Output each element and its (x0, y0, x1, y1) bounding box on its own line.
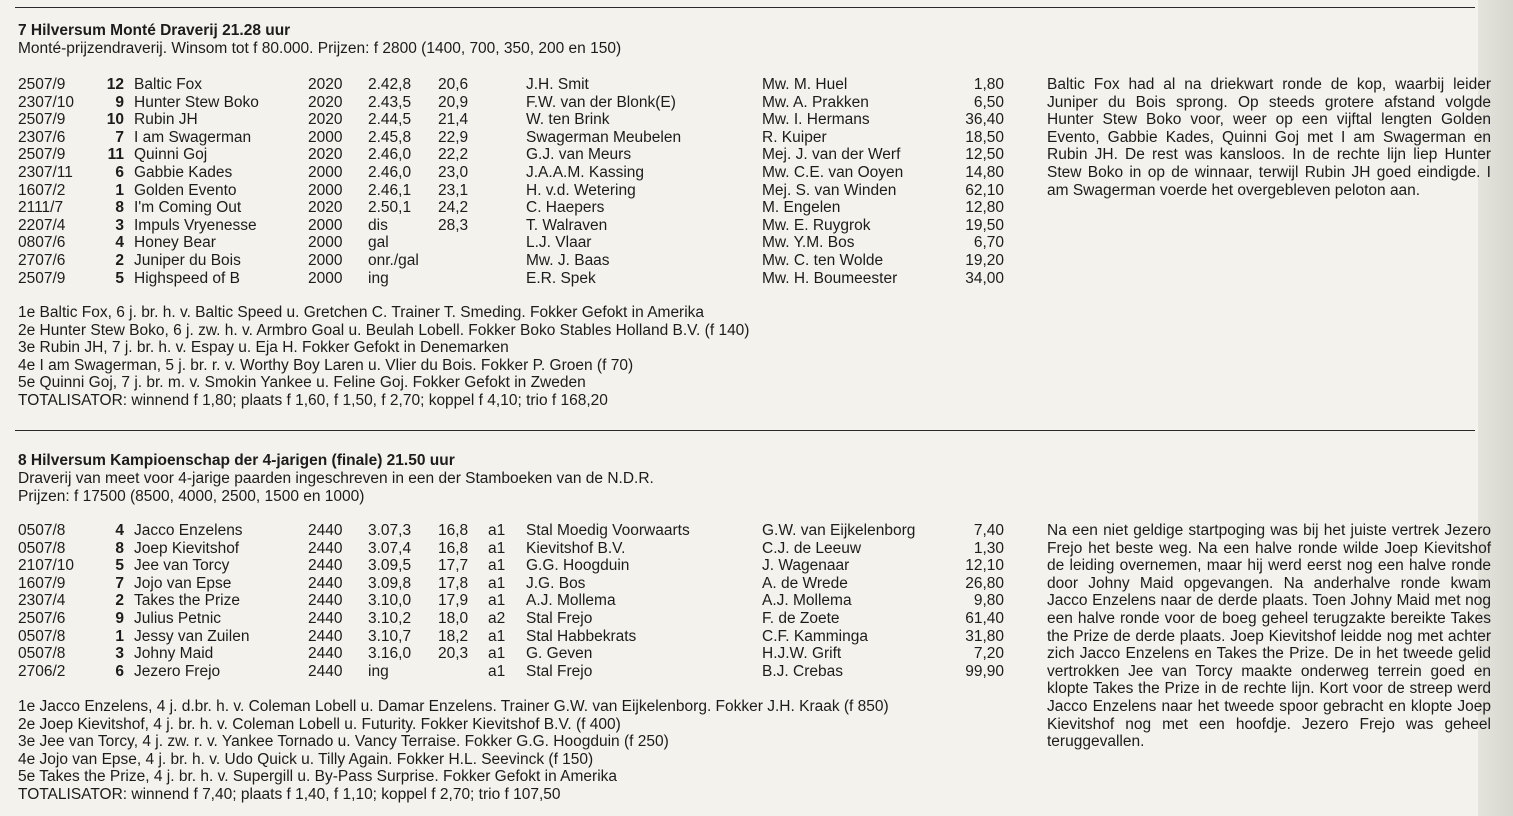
odds-cell: 26,80 (965, 574, 1004, 592)
start-number-cell: 2 (115, 592, 124, 610)
start-number-cell: 3 (115, 645, 124, 663)
race-7-title: 7 Hilversum Monté Draverij 21.28 uur (18, 22, 291, 39)
placing-line: 4e Jojo van Epse, 4 j. br. h. v. Udo Quick u. Tilly Again. Fokker H.L. Seevinck (f 150) (18, 750, 594, 768)
placing-line: 4e I am Swagerman, 5 j. br. r. v. Worthy Boy Laren u. Vlier du Bois. Fokker P. Groen (f 70) (18, 356, 634, 374)
horse-name-cell: I'm Coming Out (134, 199, 242, 217)
placing-line: 2e Hunter Stew Boko, 6 j. zw. h. v. Armbro Goal u. Beulah Lobell. Fokker Boko Stables Holland B.V. (f 140) (18, 321, 750, 339)
distance-cell: 2440 (308, 627, 343, 645)
handicap-cell: a1 (488, 574, 506, 592)
time-cell: 3.09,8 (368, 574, 412, 592)
owner-cell: Stal Frejo (526, 609, 593, 627)
result-row (18, 182, 1004, 200)
horse-name-cell: Rubin JH (134, 111, 198, 129)
subtitle-line: Prijzen: f 17500 (8500, 4000, 2500, 1500 en 1000) (18, 487, 365, 505)
start-date-cell: 2307/4 (18, 592, 66, 610)
time-cell: 2.46,0 (368, 163, 412, 181)
distance-cell: 2020 (308, 146, 343, 164)
time-cell: 2.50,1 (368, 199, 412, 217)
time-cell: 2.42,8 (368, 76, 412, 93)
placing-line: 3e Rubin JH, 7 j. br. h. v. Espay u. Eja H. Fokker Gefokt in Denemarken (18, 339, 509, 357)
handicap-cell (488, 129, 526, 147)
horse-name-cell: Hunter Stew Boko (134, 93, 259, 111)
horse-name-cell: Jee van Torcy (134, 557, 230, 575)
time-cell: onr./gal (368, 251, 419, 269)
driver-cell: Mw. M. Huel (762, 76, 848, 93)
start-number-cell: 8 (115, 199, 124, 217)
start-number-cell: 3 (115, 216, 124, 234)
km-time-cell: 17,8 (438, 574, 469, 592)
driver-cell: Mw. C. ten Wolde (762, 251, 884, 269)
distance-cell: 2000 (308, 216, 343, 234)
time-cell: 3.10,7 (368, 627, 412, 645)
handicap-cell (488, 94, 526, 112)
result-row (18, 111, 1004, 129)
handicap-cell: a1 (488, 539, 506, 557)
start-number-cell: 4 (115, 234, 124, 252)
horse-name-cell: Jacco Enzelens (134, 522, 243, 539)
owner-cell: J.H. Smit (526, 76, 589, 93)
km-time-cell: 16,8 (438, 522, 469, 539)
handicap-cell: a1 (488, 522, 506, 539)
start-number-cell: 12 (106, 76, 124, 93)
result-row (18, 663, 1004, 681)
result-row (18, 146, 1004, 164)
time-cell: 3.16,0 (368, 645, 412, 663)
subtitle-line: Draverij van meet voor 4-jarige paarden ingeschreven in een der Stamboeken van de N.D.R. (18, 470, 654, 487)
start-date-cell: 0807/6 (18, 234, 66, 252)
distance-cell: 2440 (308, 522, 343, 539)
handicap-cell (488, 76, 526, 94)
time-cell: dis (368, 216, 388, 234)
time-cell: ing (368, 269, 389, 287)
odds-cell: 31,80 (965, 627, 1004, 645)
start-date-cell: 0507/8 (18, 539, 66, 557)
owner-cell: J.A.A.M. Kassing (526, 163, 645, 181)
handicap-cell: a1 (488, 645, 506, 663)
placing-line: 3e Jee van Torcy, 4 j. zw. r. v. Yankee Tornado u. Vancy Terraise. Fokker G.G. Hoogduin (f 250) (18, 733, 669, 751)
owner-cell: Swagerman Meubelen (526, 128, 682, 146)
result-row (18, 522, 1004, 540)
start-date-cell: 2307/6 (18, 128, 66, 146)
race-8-section (18, 452, 1491, 803)
km-time-cell: 18,2 (438, 627, 469, 645)
km-time-cell: 20,9 (438, 93, 469, 111)
driver-cell: Mw. I. Hermans (762, 111, 870, 129)
start-number-cell: 1 (115, 181, 124, 199)
result-row (18, 540, 1004, 558)
handicap-cell (488, 270, 526, 288)
race-8-results-table (18, 522, 1004, 680)
section-divider (15, 430, 1475, 431)
time-cell: 3.10,2 (368, 609, 412, 627)
start-date-cell: 2111/7 (18, 199, 64, 217)
driver-cell: Mw. Y.M. Bos (762, 234, 855, 252)
subtitle-line: Monté-prijzendraverij. Winsom tot f 80.000. Prijzen: f 2800 (1400, 700, 350, 200 en 150) (18, 40, 622, 57)
owner-cell: Stal Moedig Voorwaarts (526, 522, 690, 539)
start-date-cell: 0507/8 (18, 645, 66, 663)
result-row (18, 94, 1004, 112)
odds-cell: 6,50 (973, 93, 1004, 111)
owner-cell: C. Haepers (526, 199, 605, 217)
horse-name-cell: Honey Bear (134, 234, 216, 252)
owner-cell: G.J. van Meurs (526, 146, 632, 164)
driver-cell: C.F. Kamminga (762, 627, 868, 645)
odds-cell: 36,40 (965, 111, 1004, 129)
driver-cell: Mej. J. van der Werf (762, 146, 901, 164)
race-8-placings (18, 698, 889, 804)
distance-cell: 2440 (308, 539, 343, 557)
result-row (18, 270, 1004, 288)
distance-cell: 2000 (308, 234, 343, 252)
start-date-cell: 2507/9 (18, 111, 66, 129)
driver-cell: Mw. A. Prakken (762, 93, 869, 111)
km-time-cell (438, 270, 488, 288)
horse-name-cell: I am Swagerman (134, 128, 252, 146)
start-number-cell: 6 (115, 662, 124, 680)
time-cell: 2.44,5 (368, 111, 412, 129)
start-number-cell: 7 (115, 574, 124, 592)
time-cell: gal (368, 234, 389, 252)
km-time-cell: 22,2 (438, 146, 469, 164)
start-number-cell: 4 (115, 522, 124, 539)
distance-cell: 2020 (308, 199, 343, 217)
start-date-cell: 2507/9 (18, 269, 66, 287)
handicap-cell (488, 252, 526, 270)
driver-cell: M. Engelen (762, 199, 841, 217)
race-7-placings (18, 304, 749, 410)
result-row (18, 645, 1004, 663)
horse-name-cell: Julius Petnic (134, 609, 222, 627)
horse-name-cell: Highspeed of B (134, 269, 240, 287)
time-cell: 2.43,5 (368, 93, 412, 111)
km-time-cell: 16,8 (438, 539, 469, 557)
start-date-cell: 0507/8 (18, 627, 66, 645)
driver-cell: H.J.W. Grift (762, 645, 842, 663)
odds-cell: 12,50 (965, 146, 1004, 164)
owner-cell: G.G. Hoogduin (526, 557, 630, 575)
driver-cell: A. de Wrede (762, 574, 848, 592)
km-time-cell: 22,9 (438, 128, 469, 146)
driver-cell: A.J. Mollema (762, 592, 852, 610)
time-cell: 2.46,0 (368, 146, 412, 164)
distance-cell: 2440 (308, 609, 343, 627)
distance-cell: 2000 (308, 128, 343, 146)
odds-cell: 1,80 (973, 76, 1004, 93)
start-date-cell: 2107/10 (18, 557, 75, 575)
start-number-cell: 9 (115, 93, 124, 111)
horse-name-cell: Gabbie Kades (134, 163, 233, 181)
distance-cell: 2440 (308, 662, 343, 680)
odds-cell: 34,00 (965, 269, 1004, 287)
race-7-results-table (18, 76, 1004, 287)
race-8-subtitle (18, 470, 1478, 505)
odds-cell: 14,80 (965, 163, 1004, 181)
result-row (18, 557, 1004, 575)
result-row (18, 129, 1004, 147)
horse-name-cell: Impuls Vryenesse (134, 216, 257, 234)
odds-cell: 12,80 (965, 199, 1004, 217)
start-date-cell: 2707/6 (18, 251, 66, 269)
start-date-cell: 2507/9 (18, 146, 66, 164)
driver-cell: J. Wagenaar (762, 557, 850, 575)
owner-cell: A.J. Mollema (526, 592, 616, 610)
time-cell: 2.45,8 (368, 128, 412, 146)
start-date-cell: 0507/8 (18, 522, 66, 539)
horse-name-cell: Juniper du Bois (134, 251, 241, 269)
start-date-cell: 1607/9 (18, 574, 66, 592)
placing-line: 5e Quinni Goj, 7 j. br. m. v. Smokin Yankee u. Feline Goj. Fokker Gefokt in Zweden (18, 374, 586, 392)
distance-cell: 2000 (308, 251, 343, 269)
start-number-cell: 5 (115, 557, 124, 575)
handicap-cell: a1 (488, 627, 506, 645)
owner-cell: L.J. Vlaar (526, 234, 592, 252)
start-number-cell: 1 (115, 627, 124, 645)
km-time-cell: 17,9 (438, 592, 469, 610)
time-cell: 2.46,1 (368, 181, 412, 199)
race-7-section (18, 22, 1491, 409)
km-time-cell (438, 663, 488, 681)
owner-cell: Stal Habbekrats (526, 627, 637, 645)
horse-name-cell: Johny Maid (134, 645, 214, 663)
odds-cell: 12,10 (965, 557, 1004, 575)
start-number-cell: 8 (115, 539, 124, 557)
handicap-cell: a1 (488, 592, 506, 610)
owner-cell: Mw. J. Baas (526, 251, 610, 269)
start-number-cell: 7 (115, 128, 124, 146)
start-date-cell: 1607/2 (18, 181, 66, 199)
owner-cell: E.R. Spek (526, 269, 596, 287)
time-cell: 3.07,3 (368, 522, 412, 539)
owner-cell: J.G. Bos (526, 574, 586, 592)
handicap-cell: a1 (488, 662, 506, 680)
handicap-cell (488, 199, 526, 217)
km-time-cell: 17,7 (438, 557, 469, 575)
distance-cell: 2440 (308, 574, 343, 592)
start-date-cell: 2507/9 (18, 76, 66, 93)
owner-cell: T. Walraven (526, 216, 608, 234)
owner-cell: Kievitshof B.V. (526, 539, 626, 557)
start-date-cell: 2307/10 (18, 93, 75, 111)
start-number-cell: 9 (115, 609, 124, 627)
km-time-cell: 23,0 (438, 163, 469, 181)
result-row (18, 592, 1004, 610)
horse-name-cell: Baltic Fox (134, 76, 203, 93)
km-time-cell: 21,4 (438, 111, 469, 129)
result-row (18, 628, 1004, 646)
race-8-title: 8 Hilversum Kampioenschap der 4-jarigen (finale) 21.50 uur (18, 452, 455, 469)
km-time-cell (438, 234, 488, 252)
handicap-cell (488, 217, 526, 235)
horse-name-cell: Takes the Prize (134, 592, 240, 610)
owner-cell: F.W. van der Blonk(E) (526, 93, 676, 111)
distance-cell: 2440 (308, 592, 343, 610)
km-time-cell: 23,1 (438, 181, 469, 199)
odds-cell: 7,40 (973, 522, 1004, 539)
owner-cell: W. ten Brink (526, 111, 610, 129)
distance-cell: 2020 (308, 93, 343, 111)
km-time-cell: 18,0 (438, 609, 469, 627)
km-time-cell: 20,3 (438, 645, 469, 663)
horse-name-cell: Golden Evento (134, 181, 237, 199)
result-row (18, 217, 1004, 235)
horse-name-cell: Joep Kievitshof (134, 539, 240, 557)
driver-cell: F. de Zoete (762, 609, 840, 627)
result-row (18, 76, 1004, 94)
owner-cell: Stal Frejo (526, 662, 593, 680)
km-time-cell (438, 252, 488, 270)
odds-cell: 18,50 (965, 128, 1004, 146)
handicap-cell (488, 182, 526, 200)
time-cell: ing (368, 662, 389, 680)
odds-cell: 19,50 (965, 216, 1004, 234)
driver-cell: C.J. de Leeuw (762, 539, 862, 557)
time-cell: 3.07,4 (368, 539, 412, 557)
result-row (18, 234, 1004, 252)
driver-cell: R. Kuiper (762, 128, 827, 146)
driver-cell: Mej. S. van Winden (762, 181, 897, 199)
driver-cell: Mw. E. Ruygrok (762, 216, 871, 234)
top-divider (15, 7, 1475, 8)
start-date-cell: 2706/2 (18, 662, 66, 680)
driver-cell: B.J. Crebas (762, 662, 843, 680)
km-time-cell: 24,2 (438, 199, 469, 217)
result-row (18, 164, 1004, 182)
race-7-comment: Baltic Fox had al na driekwart ronde de kop, waarbij leider Juniper du Bois sprong. Op steeds grotere afstand volgde Hunter Stew Boko voor, weer op een vijftal lengten Golden Evento, Gabbie Kades, Quinni Goj met I am Swagerman en Rubin JH. De rest was kansloos. In de rechte lijn liep Hunter Stew Boko in op de winnaar, terwijl Rubin JH goed eindigde. I am Swagerman voerde het overgebleven peloton aan. (1047, 76, 1491, 199)
time-cell: 3.10,0 (368, 592, 412, 610)
odds-cell: 6,70 (973, 234, 1004, 252)
driver-cell: Mw. H. Boumeester (762, 269, 898, 287)
result-row (18, 610, 1004, 628)
odds-cell: 61,40 (965, 609, 1004, 627)
totalisator-line: TOTALISATOR: winnend f 7,40; plaats f 1,40, f 1,10; koppel f 2,70; trio f 107,50 (18, 785, 561, 803)
placing-line: 1e Jacco Enzelens, 4 j. d.br. h. v. Coleman Lobell u. Damar Enzelens. Trainer G.W. van Eijkelenborg. Fokker J.H. Kraak (f 850) (18, 698, 889, 715)
result-row (18, 575, 1004, 593)
odds-cell: 7,20 (973, 645, 1004, 663)
start-number-cell: 2 (115, 251, 124, 269)
horse-name-cell: Jojo van Epse (134, 574, 232, 592)
placing-line: 5e Takes the Prize, 4 j. br. h. v. Supergill u. By-Pass Surprise. Fokker Gefokt in Amerika (18, 768, 618, 786)
horse-name-cell: Jezero Frejo (134, 662, 221, 680)
driver-cell: Mw. C.E. van Ooyen (762, 163, 904, 181)
handicap-cell (488, 111, 526, 129)
placing-line: 1e Baltic Fox, 6 j. br. h. v. Baltic Speed u. Gretchen C. Trainer T. Smeding. Fokker Gefokt in Amerika (18, 304, 705, 321)
distance-cell: 2000 (308, 269, 343, 287)
race-8-comment: Na een niet geldige startpoging was bij het juiste vertrek Jezero Frejo het beste weg. Na een halve ronde wilde Joep Kievitshof de leiding overnemen, maar hij werd eerst nog een halve ronde door Johny Maid opgevangen. Na anderhalve ronde kwam Jacco Enzelens naar de derde plaats. Toen Johny Maid met nog een halve ronde voor de boeg geheel terugzakte bereikte Takes the Prize de derde plaats. Joep Kievitshof leidde nog met achter zich Jacco Enzelens en Takes the Prize. De in het tweede gelid vertrokken Jee van Torcy maakte onderweg terrein goed en klopte Takes the Prize in de rechte lijn. Kort voor de streep werd Jacco Enzelens naar het tweede spoor gebracht en klopte Joep Kievitshof nog met een hoofdje. Jezero Frejo was geheel teruggevallen. (1047, 522, 1491, 751)
odds-cell: 9,80 (973, 592, 1004, 610)
driver-cell: G.W. van Eijkelenborg (762, 522, 916, 539)
odds-cell: 62,10 (965, 181, 1004, 199)
start-date-cell: 2207/4 (18, 216, 66, 234)
handicap-cell (488, 234, 526, 252)
start-number-cell: 11 (107, 146, 124, 164)
odds-cell: 1,30 (973, 539, 1004, 557)
handicap-cell (488, 164, 526, 182)
distance-cell: 2000 (308, 181, 343, 199)
km-time-cell: 20,6 (438, 76, 469, 93)
distance-cell: 2020 (308, 76, 343, 93)
handicap-cell (488, 146, 526, 164)
km-time-cell: 28,3 (438, 216, 469, 234)
time-cell: 3.09,5 (368, 557, 412, 575)
handicap-cell: a2 (488, 609, 506, 627)
result-row (18, 199, 1004, 217)
distance-cell: 2440 (308, 557, 343, 575)
start-date-cell: 2307/11 (18, 163, 73, 181)
start-date-cell: 2507/6 (18, 609, 66, 627)
distance-cell: 2020 (308, 111, 343, 129)
start-number-cell: 10 (106, 111, 124, 129)
odds-cell: 19,20 (965, 251, 1004, 269)
race-7-subtitle (18, 40, 1478, 58)
distance-cell: 2440 (308, 645, 343, 663)
totalisator-line: TOTALISATOR: winnend f 1,80; plaats f 1,60, f 1,50, f 2,70; koppel f 4,10; trio f 168,20 (18, 391, 608, 409)
horse-name-cell: Quinni Goj (134, 146, 208, 164)
owner-cell: G. Geven (526, 645, 593, 663)
start-number-cell: 5 (115, 269, 124, 287)
handicap-cell: a1 (488, 557, 506, 575)
owner-cell: H. v.d. Wetering (526, 181, 636, 199)
horse-name-cell: Jessy van Zuilen (134, 627, 250, 645)
distance-cell: 2000 (308, 163, 343, 181)
result-row (18, 252, 1004, 270)
odds-cell: 99,90 (965, 662, 1004, 680)
placing-line: 2e Joep Kievitshof, 4 j. br. h. v. Coleman Lobell u. Futurity. Fokker Kievitshof B.V. (f 400) (18, 715, 621, 733)
start-number-cell: 6 (115, 163, 124, 181)
